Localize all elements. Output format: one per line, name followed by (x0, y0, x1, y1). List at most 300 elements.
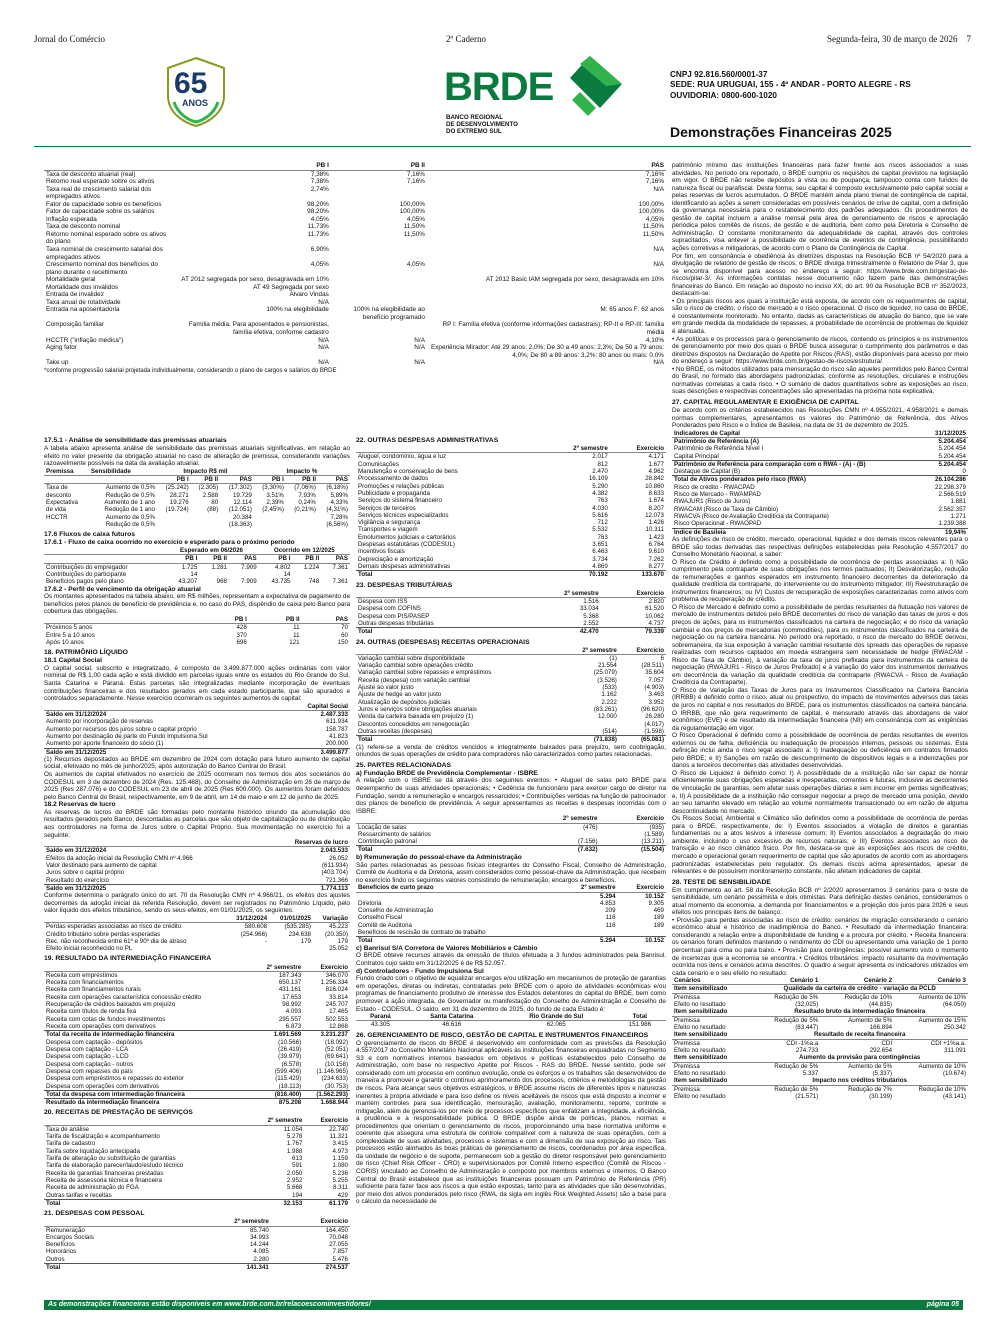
table-cell: 4,05% (310, 261, 329, 269)
table-header-cell: Impacto R$ mil (157, 468, 254, 476)
table-row (44, 1140, 350, 1147)
table-cell: (10.158) (324, 1060, 348, 1068)
table-row (44, 1241, 350, 1248)
table-cell: Patrimônio de Referência (A) (672, 437, 923, 445)
table-cell: 85.740 (249, 1226, 269, 1234)
table-row (44, 514, 350, 521)
table-cell: 3.651 (592, 541, 608, 549)
table-cell: (4,31%) (326, 506, 348, 514)
table-cell: 4,10% (645, 336, 664, 344)
table-cell: 70 (341, 624, 348, 632)
table-cell: 4.737 (648, 619, 664, 627)
table-cell: 98,20% (307, 208, 329, 216)
table-cell: Atualização de depósitos judiciais (358, 698, 451, 706)
table-cell: 0,24% (298, 498, 316, 506)
table-cell: 11 (293, 624, 300, 632)
table-cell: N/A (318, 298, 329, 306)
section-text: Em cumprimento ao art. 58 da Resolução BCB nº 2/2020 apresentamos 3 cenários para o teste de sensibilidade, um cenário pessimista e dois otimistas. Para definição destes cenários, consideramos o atual momento da economia, a demanda por financiamentos e a projeção dos juros para 2026 e seus efeitos nos principais itens de balanço: (672, 886, 968, 917)
table-cell: Ajuste de hedge ao valor justo (358, 691, 442, 699)
date-page-group (827, 34, 971, 46)
table-cell: (4.903) (644, 684, 664, 692)
table-cell: 28.271 (169, 491, 189, 499)
table-header-cell (44, 555, 164, 563)
table-cell: (935) (649, 823, 664, 831)
table-cell: Impacto nos créditos tributários (751, 1077, 968, 1085)
table-cell: (7,06%) (294, 484, 316, 492)
cashflow-table (44, 547, 350, 586)
table-cell: 100% na elegibilidade ao benefício programado (353, 306, 425, 321)
table-header-cell: Premissa (44, 468, 89, 476)
table-header-cell: Ocorrido em 12/2025 (259, 547, 350, 555)
table-cell: 875.208 (253, 1099, 304, 1107)
table-cell: 5.204.454 (938, 452, 966, 460)
table-row (356, 497, 666, 504)
table-header-cell: 01/01/2025 (269, 915, 313, 923)
table-cell: Resultado da intermediação financeira (44, 1099, 253, 1107)
table-cell: Aging fator (46, 344, 77, 352)
table-cell (157, 521, 191, 528)
section-text: O BRDE obteve recursos através da emissão de títulos efetuada a 3 fundos administrados pela Banrisul. Contratos cujo saldo em 31/12/2025 é de R$ 52.057. (356, 952, 666, 967)
column-2 (356, 434, 666, 1300)
table-cell: N/A (318, 359, 329, 367)
table-cell: 292.654 (869, 1046, 893, 1054)
table-cell: Demais despesas administrativas (358, 563, 451, 571)
table-row (44, 178, 666, 186)
table-row (672, 513, 968, 520)
table-cell: Outras tarifas e receitas (46, 1191, 112, 1199)
table-row (44, 1099, 350, 1107)
table-cell: 4.085 (253, 1248, 269, 1256)
table-cell: (7.156) (577, 838, 598, 846)
table-cell: 2.588 (202, 491, 219, 499)
table-cell: 1.159 (332, 1155, 348, 1163)
table-cell: Índice de Basileia (672, 528, 923, 536)
table-cell: 1.988 (286, 1147, 303, 1155)
table-cell: 200.000 (325, 740, 348, 748)
table-cell: Total (356, 937, 558, 945)
table-cell: 1.256.334 (320, 979, 348, 987)
table-cell: 79.339 (601, 628, 666, 636)
table-cell: Item sensibilizado (672, 985, 751, 993)
table-row (44, 931, 350, 938)
table-row (44, 261, 666, 276)
table-cell: 346.070 (325, 971, 348, 979)
table-cell: 141.341 (174, 1264, 271, 1272)
table-cell (199, 571, 229, 578)
table-cell: Contribuições do empregador (46, 563, 128, 571)
table-cell: 9.610 (648, 548, 664, 556)
table-cell: 4,05% (406, 215, 425, 223)
table-cell: 10.062 (645, 612, 664, 620)
table-row (356, 838, 666, 846)
table-row (356, 736, 666, 744)
table-cell: 4.802 (274, 563, 291, 571)
table-cell (427, 284, 666, 292)
table-row (356, 721, 666, 728)
logo-number: 65 (174, 67, 208, 100)
table-cell: (26.419) (278, 1045, 302, 1053)
table-row (356, 706, 666, 713)
table-cell: Taxa anual de rotatividade (46, 298, 121, 306)
section-text: São partes relacionadas as pessoas físicas integrantes do Conselho Fiscal, Conselho de Administração, Comitê de Auditoria e da Diretoria, assim considerados como pessoal-chave da Administração, que recebem no exercício findo os seguintes valores consistindo de remuneração, encargos e benefícios. (356, 861, 666, 884)
table-cell: 20.384 (232, 513, 252, 521)
table-cell: 98.992 (282, 1001, 302, 1009)
table-cell: 1.881 (950, 498, 966, 506)
table-cell: 11,50% (642, 223, 664, 231)
table-cell: 5.294 (558, 937, 617, 945)
table-row (44, 1133, 350, 1140)
table-cell: 712 (597, 519, 608, 527)
table-row (44, 1264, 350, 1272)
table-cell: 28.842 (645, 475, 664, 483)
table-cell (191, 521, 220, 528)
table-cell: 274.537 (271, 1264, 350, 1272)
table-cell: 5.476 (332, 1255, 348, 1263)
table-cell: 250.342 (943, 1024, 966, 1032)
table-cell: 17.653 (282, 993, 302, 1001)
table-cell: 8.207 (648, 504, 664, 512)
table-cell: 98,20% (307, 200, 329, 208)
table-cell: Receita com títulos de renda fixa (46, 1008, 137, 1016)
table-header-cell: Paraná (356, 1013, 405, 1021)
table-cell: Processamento de dados (358, 475, 429, 483)
table-cell: 370 (236, 631, 247, 639)
table-header-cell: Cenários (672, 977, 751, 985)
table-cell: Aumento por aporte financeiro do sócio (1) (46, 740, 164, 748)
table-cell: 4,05% (645, 215, 664, 223)
section-text: O Risco de Liquidez é definido como: I) A possibilidade de a instituição não ser capaz de honrar eficientemente suas obrigações esperadas e inesperadas, correntes e futuras, inclusive as decorrentes de vinculação de garantias, sem afetar suas operações diárias e sem incorrer em perdas significativas; e, II) A possibilidade de a instituição não conseguir negociar a preço de mercado uma posição, devido ao seu tamanho elevado em relação ao volume normalmente transacionado ou em razão de alguma descontinuidade no mercado. (672, 769, 968, 815)
table-cell: Total (44, 1199, 248, 1207)
table-cell: Aumento por recursos dos juros sobre o capital próprio (46, 725, 197, 733)
table-cell: Redução de 10% (918, 1085, 966, 1093)
table-cell: Aumento de 5% (848, 1062, 893, 1070)
table-cell: 10.311 (645, 526, 664, 534)
table-cell: Próximos 5 anos (46, 624, 93, 632)
table-cell: (19.724) (165, 506, 189, 514)
table-cell: 721.366 (325, 876, 348, 884)
table-cell: 5.255 (332, 1176, 348, 1184)
table-cell: 2.566.519 (938, 491, 966, 499)
section-name: 2º Caderno (446, 34, 487, 44)
table-row (44, 563, 350, 571)
table-cell: 968 (216, 578, 227, 586)
table-header-cell: PB II (286, 475, 318, 483)
table-cell: Outros (46, 1255, 65, 1263)
footnote: (1) refere-se a venda de créditos vencidos e integralmente baixados para prejuízo, sem coobrigação, oriundos de suas operações de crédito para compradores não caracterizados como partes relacionadas. (356, 743, 666, 759)
table-cell (269, 945, 313, 952)
table-cell: 2.280 (253, 1255, 269, 1263)
table-cell: 100,00% (638, 200, 664, 208)
table-header-cell: Exercício (271, 1218, 350, 1226)
table-cell: Serviços do sistema financeiro (358, 497, 442, 505)
table-cell: (18.113) (278, 1082, 302, 1090)
table-header-cell (44, 839, 266, 847)
subsection-heading: 17.6.1 - Fluxo de caixa ocorrido no exercício e esperado para o próximo período (44, 539, 295, 547)
table-cell: 429 (337, 1191, 348, 1199)
table-cell: (6,18%) (326, 484, 348, 492)
table-cell: 5,89% (330, 491, 348, 499)
table-row (44, 710, 350, 718)
table-cell: 4,05% (310, 215, 329, 223)
table-cell: Variação cambial sobre repasses e empréstimos (358, 669, 492, 677)
table-cell (286, 521, 318, 528)
table-cell (518, 831, 599, 838)
table-cell: 26.280 (645, 713, 664, 721)
table-row (44, 1162, 350, 1169)
table-cell: 1.725 (181, 563, 198, 571)
table-cell: Saldo em 31/12/2024 (44, 710, 285, 718)
table-header-cell (44, 1218, 174, 1226)
table-cell: Benefícios pagos pelo plano (46, 578, 124, 586)
table-cell: 7,16% (406, 178, 425, 186)
table-row (44, 971, 350, 979)
table-cell: 42.470 (521, 628, 601, 636)
table-cell: 11,73% (307, 223, 329, 231)
table-row (672, 1070, 968, 1077)
table-cell: 234.638 (288, 930, 311, 938)
table-cell: (18.092) (324, 1038, 348, 1046)
table-cell: 1.224 (303, 563, 320, 571)
table-cell: RWAJUR1 (Risco de Juros) (674, 498, 751, 506)
table-row (44, 632, 350, 639)
section-text: O Risco Operacional é definido como a possibilidade de ocorrência de perdas resultantes de eventos externos ou de falha, deficiência ou inadequação de processos internos, pessoas ou sistemas. Esta definição inclui ainda o risco legal associado a: I) Inadequação ou deficiência em contratos firmados pelo BRDE; e II) Sanções em razão de descumprimento de dispositivos legais e a indenizações por danos a terceiros decorrentes das atividades desenvolvidas. (672, 732, 968, 770)
table-cell: CDI (881, 1039, 893, 1047)
table-cell: 5.616 (592, 511, 608, 519)
table-row (672, 460, 968, 468)
table-header-cell (44, 703, 285, 711)
table-cell: 46.616 (442, 1021, 462, 1029)
table-cell: 428 (236, 624, 247, 632)
table-cell (427, 299, 666, 307)
table-cell: 189 (653, 921, 664, 929)
table-cell: (1) (609, 654, 617, 662)
table-row (44, 223, 666, 231)
table-cell (331, 246, 427, 261)
footer-link-text[interactable]: As demonstrações financeiras estão disponíveis em www.brde.com.br/relacoescominvestidores/ (48, 1300, 371, 1308)
section-text: • Os principais riscos aos quais a instituição está exposta, de acordo com os requerimentos de capital, são o risco de crédito, o risco de mercado e o risco operacional. O risco de liquidez, no caso do BRDE, é constantemente monitorado. No entanto, dadas as características de atuação do banco, que se vale em grande medida da modalidade de repasses, a probabilidade de ocorrência de problemas de liquidez é atenuada. (672, 297, 968, 336)
table-cell: Depreciação e amortização (358, 555, 434, 563)
table-cell: Receita com financiamentos (46, 979, 124, 987)
table-cell: Efeitos da adoção inicial da Resolução CMN nº 4.966 (46, 854, 193, 862)
table-row (44, 1170, 350, 1177)
table-cell: 12.114 (233, 498, 252, 506)
table-cell: Aumento por destinação de parte do Fundo Impulsiona Sul (46, 732, 208, 740)
table-row (356, 605, 666, 612)
table-header-cell (89, 475, 157, 483)
table-row (356, 453, 666, 461)
table-cell: Aumento de 1 ano (104, 498, 155, 506)
table-cell: (20.350) (324, 930, 348, 938)
table-cell: Aumento de 0,5% (105, 513, 155, 521)
table-cell: Transportes e viagem (358, 526, 418, 534)
table-cell (44, 521, 89, 528)
table-cell: 7.361 (332, 578, 348, 586)
table-cell: Diretoria (358, 899, 382, 907)
table-cell: Expectativa (46, 498, 78, 506)
table-cell: (476) (583, 823, 598, 831)
table-row (44, 1234, 350, 1241)
table-row (44, 291, 666, 299)
table-cell: 696 (236, 638, 247, 646)
table-cell: (10.674) (942, 1069, 966, 1077)
table-cell: 7,38% (310, 170, 329, 178)
table-cell: HCCTR ("inflação médica") (46, 336, 124, 344)
table-header-cell: PAS (318, 475, 350, 483)
table-cell: - (265, 937, 268, 945)
table-cell: (10.566) (278, 1038, 302, 1046)
table-row (44, 1148, 350, 1155)
table-cell: 80 (211, 498, 219, 506)
section-text: • No BRDE, os métodos utilizados para mensuração do risco são aqueles permitidos pelo Banco Central do Brasil, no formato das abordagens padronizadas, conforme as resoluções, circulares e instruções normativas correlatas a cada risco. • O sumário de dados quantitativos sobre as exposições ao risco, suas descrições e respectivas concentrações são apresentadas na próxima nota explicativa. (672, 365, 968, 396)
subsection-heading: b) Remuneração do pessoal-chave da Administração (356, 853, 522, 861)
table-row (672, 520, 968, 528)
table-row (672, 1054, 968, 1062)
table-row (44, 1008, 350, 1015)
section-text: A tabela abaixo apresenta análise de sensibilidade das premissas atuariais significativas, em relação ao efeito no valor presente da obrigação atuarial no caso de alteração de premissa, considerando variações razoavelmente possíveis na data da avaliação atuarial. (44, 445, 350, 468)
adjustments-table (44, 915, 350, 953)
footer-page: página 05 (926, 1300, 959, 1308)
table-cell: (52.051) (324, 1045, 348, 1053)
table-cell: 3.231.237 (303, 1031, 350, 1039)
table-cell: RWACAM (Risco de Taxa de Câmbio) (674, 505, 779, 513)
table-cell: Despesa com operações com derivativos (46, 1082, 160, 1090)
table-cell: 3.952 (648, 698, 664, 706)
admin-expenses-table (356, 445, 666, 579)
brde-diamond-icon (570, 56, 622, 116)
newspaper-topbar (34, 34, 971, 46)
table-row (356, 922, 666, 929)
table-cell: Saldo em 31/12/2025 (44, 748, 285, 756)
table-cell: N/A (653, 359, 664, 367)
table-cell: 7.361 (332, 563, 348, 571)
table-row (44, 201, 666, 209)
table-cell: 650.137 (278, 979, 302, 987)
table-cell: Tarifa de fiscalização e acompanhamento (46, 1133, 160, 1141)
table-header-cell (44, 915, 225, 923)
table-row (356, 548, 666, 555)
table-row (44, 639, 350, 646)
table-row (356, 831, 666, 838)
table-cell: 1.162 (601, 691, 617, 699)
table-cell: Retorno real esperado sobre os ativos (46, 178, 155, 186)
table-cell: 164.450 (325, 1226, 348, 1234)
table-cell: 150 (337, 638, 348, 646)
table-header-cell: 31/12/2025 (923, 430, 968, 438)
table-row (356, 929, 666, 937)
table-row (44, 624, 350, 632)
section-heading: 23. DESPESAS TRIBUTÁRIAS (356, 581, 453, 589)
table-cell: Resultado bruto da intermediação financeira (751, 1008, 968, 1016)
table-cell: 3,51% (266, 491, 284, 499)
table-header-cell: Exercício (619, 647, 666, 655)
table-header-cell: 2º semestre (253, 964, 304, 972)
table-cell: (599.406) (274, 1067, 302, 1075)
brand-subtitle (446, 114, 518, 135)
table-row (356, 684, 666, 691)
table-cell: Remuneração (46, 1226, 85, 1234)
table-cell (292, 571, 321, 578)
table-header-cell: PB I (176, 162, 331, 170)
table-cell: Entre 5 a 10 anos (46, 631, 95, 639)
table-header-cell (44, 964, 253, 972)
contact-block (670, 70, 911, 101)
table-cell: Após 10 anos (46, 638, 84, 646)
table-cell: 35.604 (645, 669, 664, 677)
table-row (44, 170, 666, 178)
table-cell: 1.674 (648, 497, 664, 505)
table-row (44, 1192, 350, 1200)
table-cell: N/A (318, 344, 329, 352)
table-cell: Retorno nominal esperado sobre os ativos do plano (46, 230, 167, 246)
table-row (672, 1085, 968, 1093)
table-cell: Despesas estatutárias (CODESUL) (358, 541, 455, 549)
operating-table (356, 647, 666, 744)
table-cell: 5.204.454 (923, 437, 968, 445)
table-cell: Item sensibilizado (672, 1077, 751, 1085)
table-row (44, 748, 350, 756)
table-cell (321, 571, 350, 578)
table-row (44, 1053, 350, 1060)
table-cell: Aluguel, condomínio, água e luz (358, 453, 447, 461)
table-cell: Aumento de 10% (918, 1062, 966, 1070)
brde-logo (444, 56, 624, 144)
table-row (44, 299, 666, 307)
key-personnel-table (356, 884, 666, 945)
table-cell: Premissa (674, 1062, 700, 1070)
table-cell: Premissa (674, 1085, 700, 1093)
table-header-cell: Cenário 2 (820, 977, 894, 985)
table-cell: Efeito no resultado (674, 1092, 726, 1100)
table-header-cell: PB II (249, 616, 302, 624)
table-cell: Comitê de Auditoria (358, 921, 412, 929)
table-cell: 4.962 (648, 467, 664, 475)
section-heading: 17.5.1 - Análise de sensibilidade das premissas atuariais (44, 437, 227, 444)
table-cell: Rec. não reconhecida entre 61º e 90º dia de atraso (46, 937, 187, 945)
table-cell: 4.382 (592, 489, 608, 497)
table-cell: Aumento de 5% (848, 1016, 893, 1024)
table-row (672, 1016, 968, 1024)
table-cell: 8.277 (648, 563, 664, 571)
table-row (44, 571, 350, 578)
table-cell: 194 (292, 1191, 303, 1199)
table-cell: Taxa real de crescimento salarial dos empregados ativos (46, 185, 152, 201)
table-header-cell: Exercício (618, 884, 666, 892)
table-cell: (83.261) (593, 706, 617, 714)
section-text: patrimônio mínimo das instituições financeiras para fazer frente aos riscos associados a suas atividades. No período ora reportado, o BRDE cumpriu os requisitos de capital previstos na legislação em vigor. O BRDE não recebe depósitos à vista ou de poupança, tampouco conta com fundos de natureza fiscal ou parafiscal. Desta forma, seu capital é composto exclusivamente pelo capital social e pelas reservas de lucros acumulados. O BRDE mantém ainda plano trienal de contingência de capital, identificando as ações a serem consideradas em possíveis cenários de crise de capital, com a definição da governança necessária para o restabelecimento dos padrões adequados. Os procedimentos de gestão de capital incluem a análise mensal pela área de gerenciamento de riscos e apreciação periódica pelos comitês de riscos, de gestão e de auditoria, bem como pela Diretoria e Conselho de Administração. O constante monitoramento da adequabilidade de capital, através dos controles supracitados, visa antever a possibilidade de ocorrência de eventos de contingência, possibilitando ações corretivas e mitigadoras, de acordo com o Plano de Contingência de Capital. (672, 162, 968, 253)
table-header-cell: PB I (201, 616, 249, 624)
table-header (44, 547, 350, 555)
table-cell: Outras receitas (despesas) (358, 727, 433, 735)
logo-word: ANOS (182, 98, 209, 108)
table-cell: 14.244 (249, 1241, 269, 1249)
table-row (44, 344, 666, 359)
table-row (356, 519, 666, 526)
table-cell: N/A (653, 185, 664, 193)
table-row (672, 528, 968, 536)
table-row (356, 571, 666, 579)
table-cell: 11.321 (329, 1133, 348, 1141)
table-row (356, 490, 666, 497)
table-cell: (2,45%) (262, 506, 284, 514)
section-heading: 21. DESPESAS COM PESSOAL (44, 1210, 145, 1218)
table-row (356, 468, 666, 475)
table-cell: Efeito no resultado (674, 1024, 726, 1032)
table-cell: Aumento da provisão para contingências (751, 1054, 968, 1062)
table-cell: 7,38% (310, 178, 329, 186)
table-cell: Variação cambial sobre operações crédito (358, 662, 474, 670)
table-row (44, 1039, 350, 1046)
table-cell: Receita de administração do FGA (46, 1184, 139, 1192)
